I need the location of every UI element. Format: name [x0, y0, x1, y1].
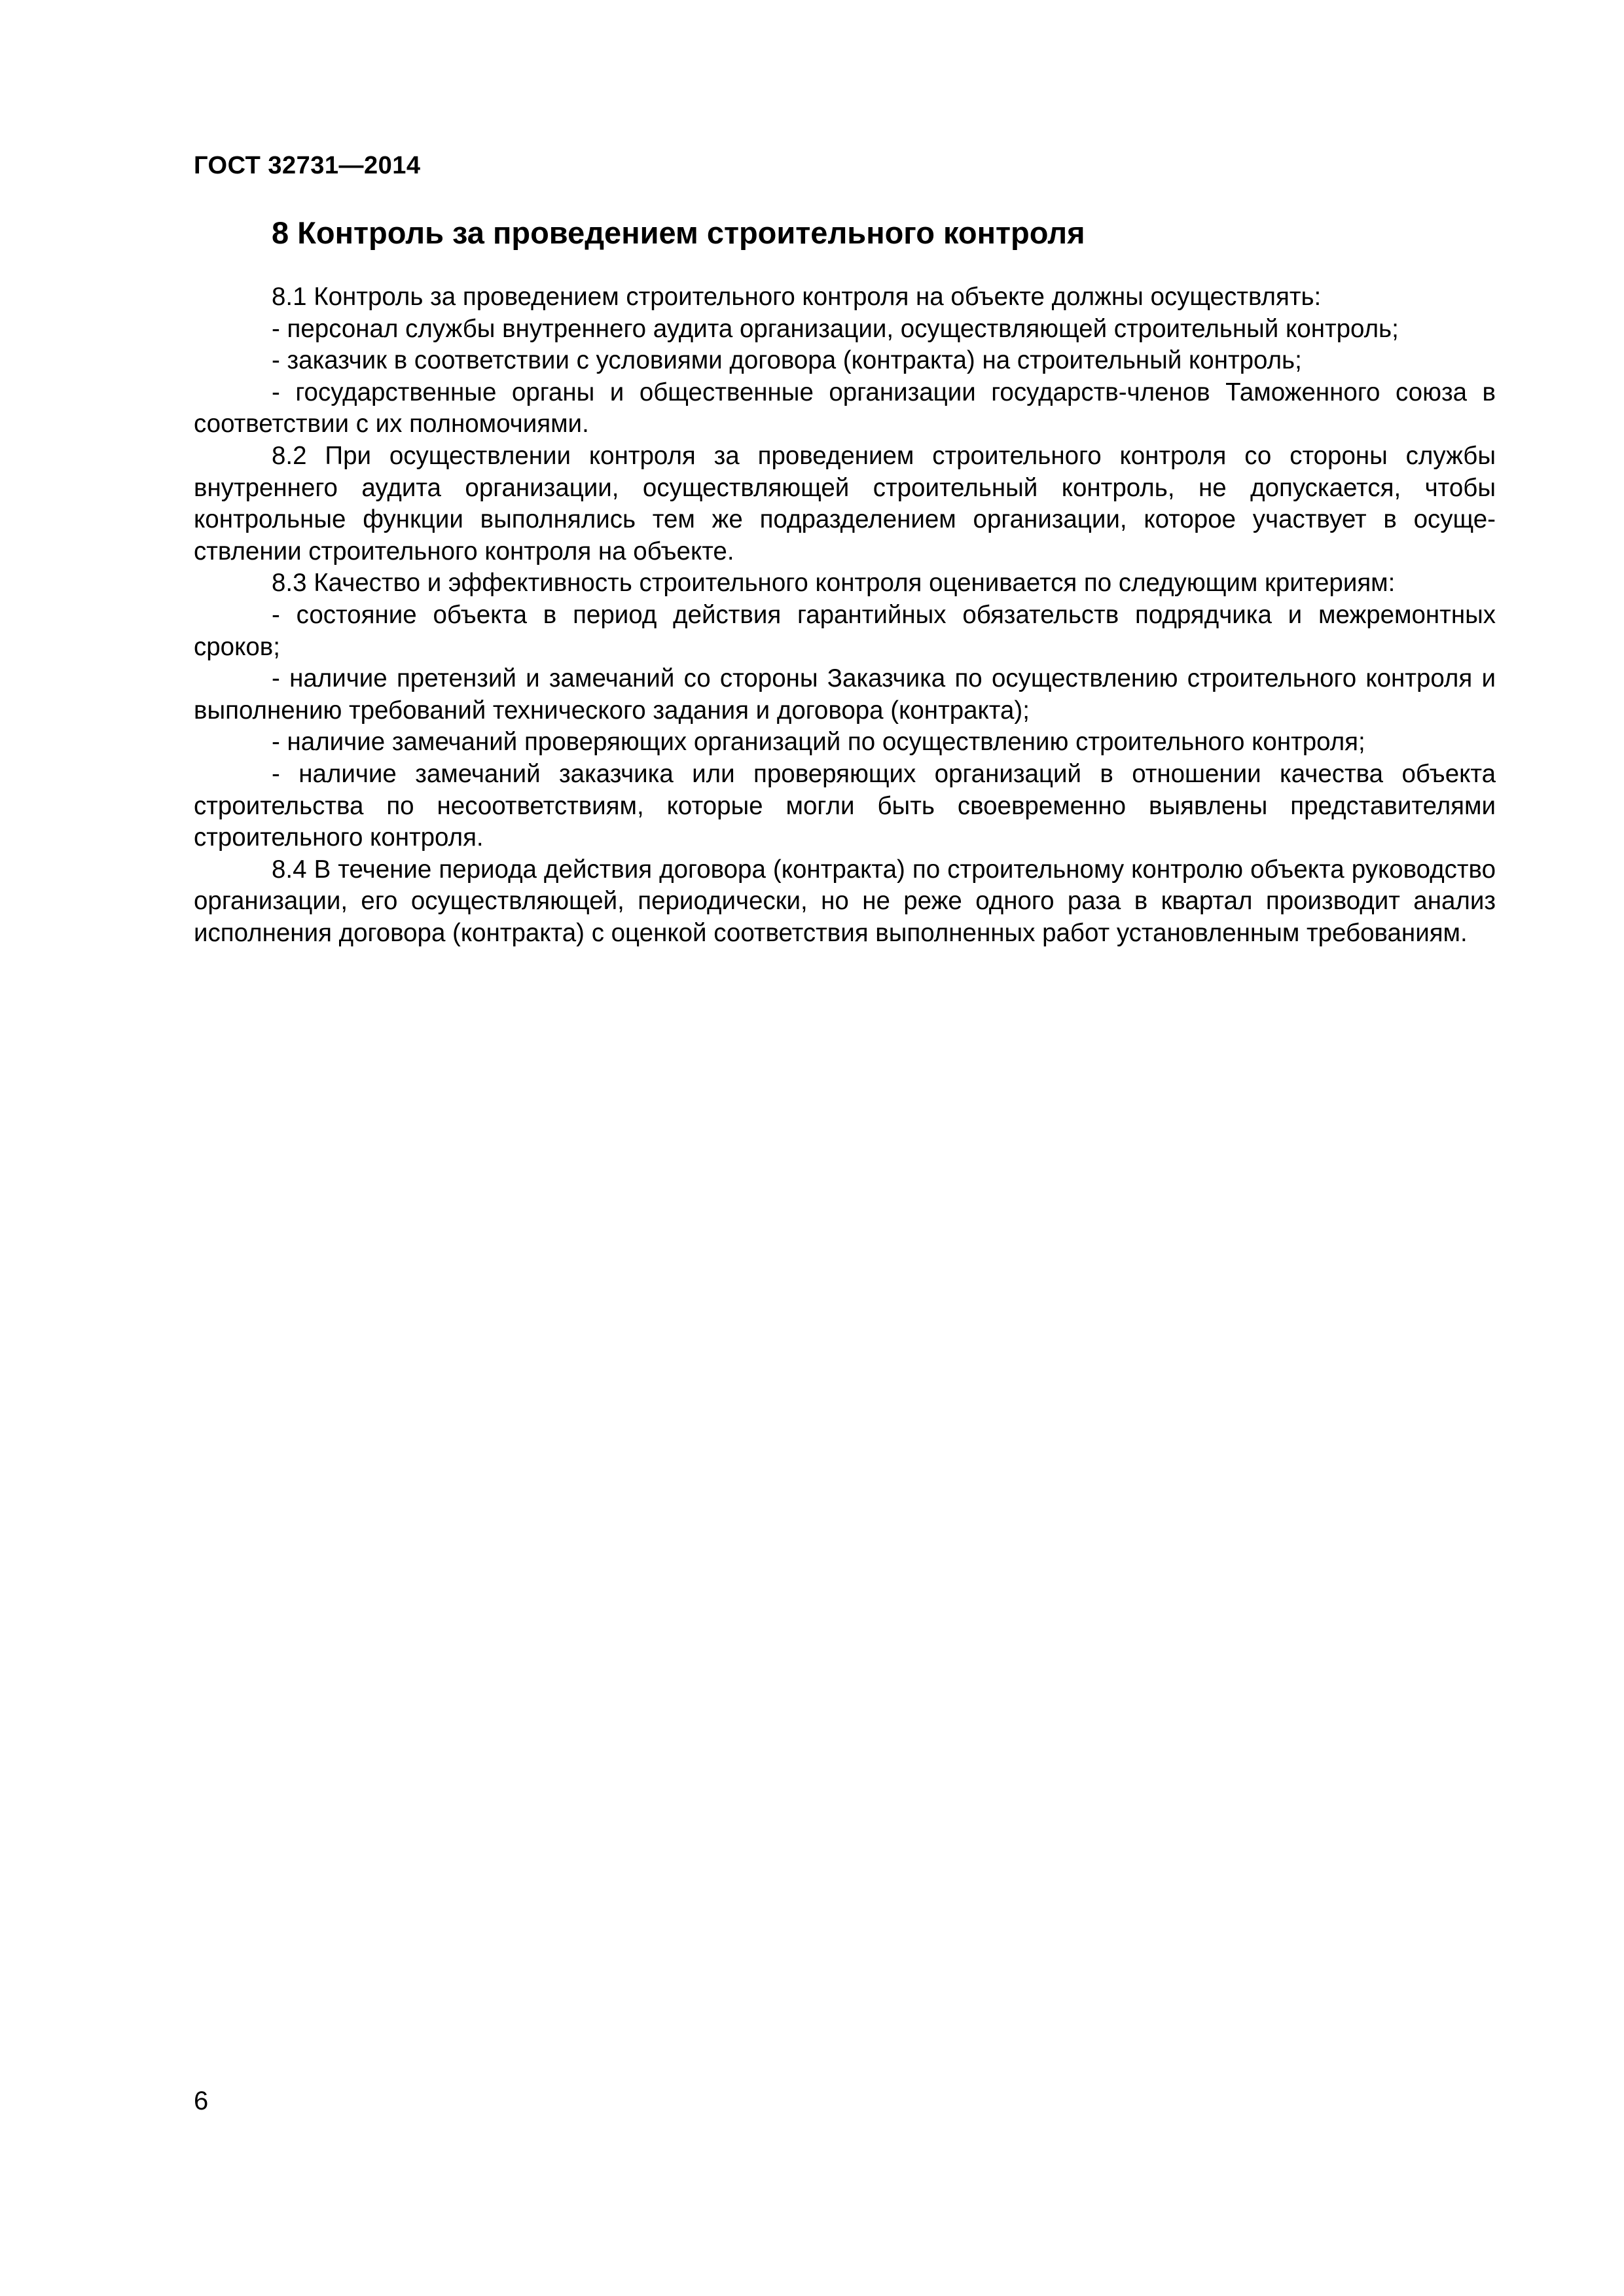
paragraph-8-4: 8.4 В течение периода действия договора (контракта) по строительному контролю объекта руководство организации, его осуществляющей, периодически, но не реже одного раза в квартал производит анализ исполнения договора (контракта) с оценкой соответствия выполненных работ установленным требованиям. [194, 855, 1496, 947]
list-item: - заказчик в соответствии с условиями договора (контракта) на строительный контроль; [272, 346, 1302, 375]
page-number: 6 [194, 2087, 209, 2115]
list-item: - государственные органы и общественные организации государств-членов Таможенного союза в соответствии с их полномочиями. [194, 378, 1496, 439]
list-item: - наличие претензий и замечаний со стороны Заказчика по осуществлению строительного контроля и выполнению требований технического задания и договора (контракта); [194, 664, 1496, 725]
document-header: ГОСТ 32731—2014 [194, 152, 421, 179]
paragraph-8-2: 8.2 При осуществлении контроля за проведением строительного контроля со стороны службы внутреннего аудита организации, осуществляющей строительный контроль, не допускается, чтобы контрольные функции выполнялись тем же подразделением организации, которое участвует в осуществлении строительного контроля на объекте. [194, 441, 1496, 565]
section-title: 8 Контроль за проведением строительного контроля [272, 215, 1085, 250]
section-body [194, 281, 1496, 949]
paragraph-8-3: 8.3 Качество и эффективность строительного контроля оценивается по следующим критериям: [272, 569, 1396, 598]
list-item: - персонал службы внутреннего аудита организации, осуществляющей строительный контроль; [272, 314, 1399, 343]
paragraph-8-1: 8.1 Контроль за проведением строительного контроля на объекте должны осуществлять: [272, 283, 1322, 311]
list-item: - наличие замечаний проверяющих организаций по осуществлению строительного контроля; [272, 728, 1365, 757]
list-item: - состояние объекта в период действия гарантийных обязательств подрядчика и межремонтных сроков; [194, 600, 1496, 661]
list-item: - наличие замечаний заказчика или проверяющих организаций в отношении качества объекта строительства по несоответствиям, которые могли быть своевременно выявлены представителями строительного контроля. [194, 759, 1496, 852]
